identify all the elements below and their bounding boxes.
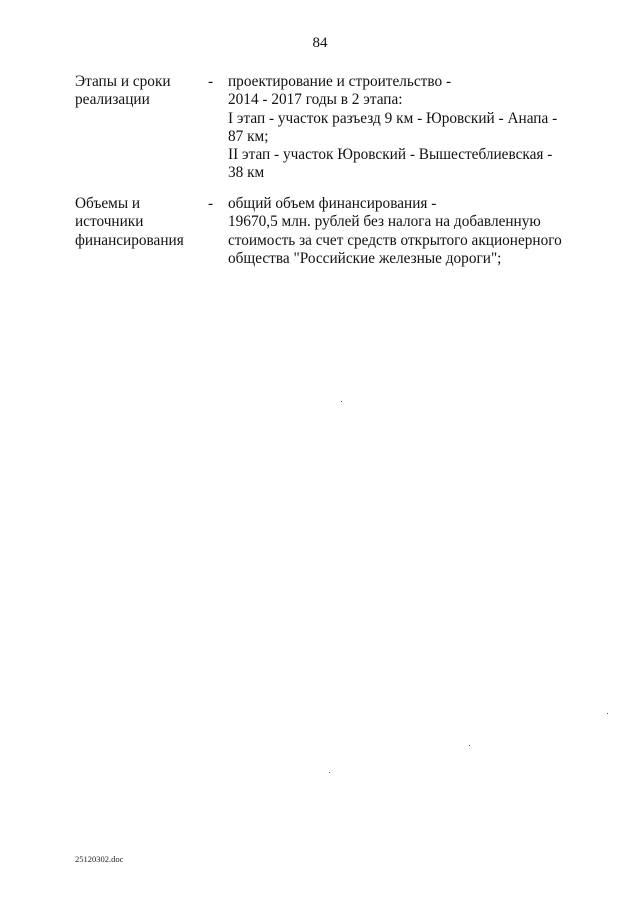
- scan-speck: [329, 772, 330, 773]
- content-line: 38 км: [228, 164, 265, 182]
- label-line: источники: [75, 213, 144, 231]
- document-code: 25120302.doc: [75, 854, 124, 864]
- section-dash: -: [208, 195, 214, 212]
- section-label: [75, 195, 205, 250]
- content-line: 19670,5 млн. рублей без налога на добавленную: [228, 213, 541, 231]
- label-line: Объемы и: [75, 195, 141, 212]
- section-label: [75, 73, 205, 110]
- scan-speck: [469, 745, 470, 746]
- content-line: общий объем финансирования -: [228, 195, 437, 212]
- content-line: общества "Российские железные дороги";: [228, 249, 502, 267]
- label-line: Этапы и сроки: [75, 73, 171, 90]
- section-content: [228, 73, 568, 183]
- scan-speck: [341, 401, 342, 402]
- content-line: 2014 - 2017 годы в 2 этапа:: [228, 91, 403, 109]
- scan-speck: [607, 713, 608, 714]
- content-line: проектирование и строительство -: [228, 73, 452, 90]
- content-line: 87 км;: [228, 127, 269, 145]
- section-content: [228, 195, 568, 268]
- content-line: I этап - участок разъезд 9 км - Юровский - Анапа -: [228, 109, 558, 127]
- content-line: стоимость за счет средств открытого акционерного: [228, 231, 562, 249]
- content-line: II этап - участок Юровский - Вышестеблиевская -: [228, 146, 553, 164]
- page-number: 84: [312, 35, 328, 51]
- section-dash: -: [208, 73, 214, 90]
- label-line: финансирования: [75, 231, 184, 249]
- label-line: реализации: [75, 91, 150, 109]
